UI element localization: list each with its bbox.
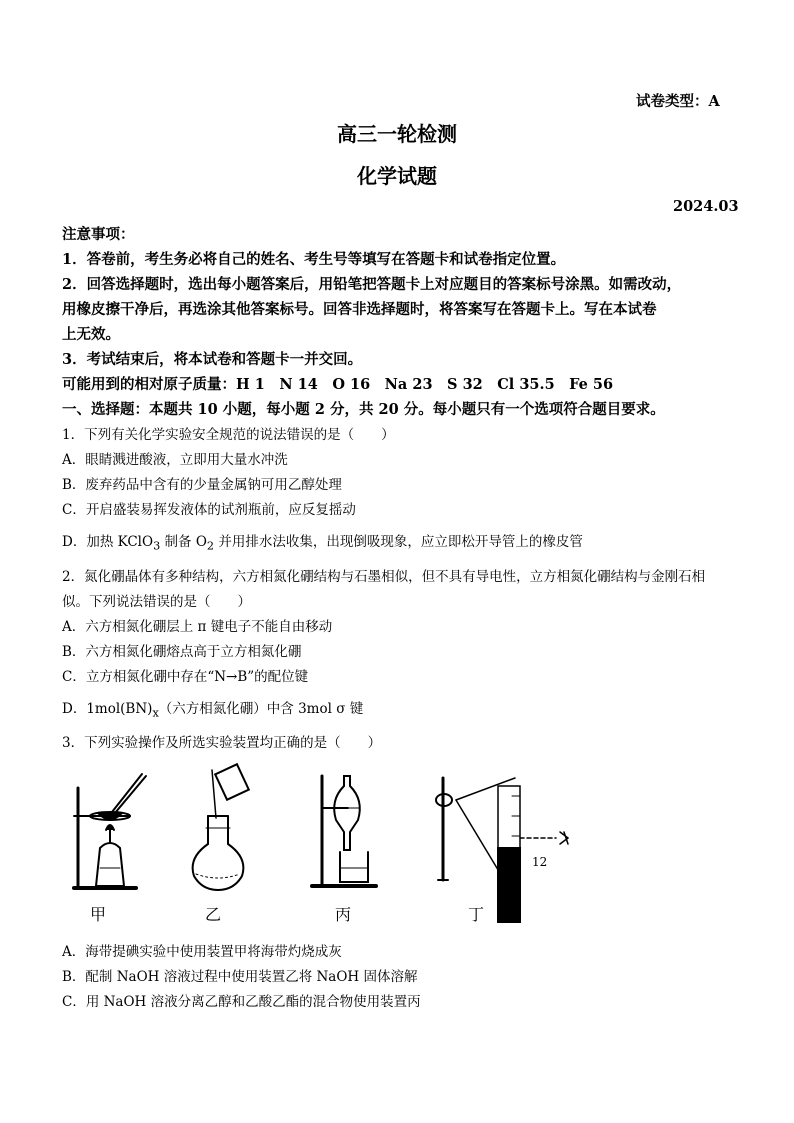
q1-option-b: B．废弃药品中含有的少量金属钠可用乙醇处理	[62, 477, 342, 493]
figure-label-bing: 丙	[335, 905, 352, 924]
apparatus-bing	[312, 776, 376, 886]
page-subtitle: 化学试题	[357, 164, 437, 188]
figure-label-ding: 丁	[468, 905, 485, 924]
q1-option-c: C．开启盛装易挥发液体的试剂瓶前，应反复摇动	[62, 502, 356, 518]
q1-option-d: D．加热 KClO$_3$ 制备 $O_2$ 并用排水法收集，出现倒吸现象，应立即松开导管上的橡皮管	[62, 534, 583, 553]
apparatus-jia	[74, 774, 146, 888]
q1-option-a: A．眼睛溅进酸液，立即用大量水冲洗	[62, 452, 288, 468]
q1-stem: 1．下列有关化学实验安全规范的说法错误的是（ ）	[62, 427, 395, 443]
figure-label-jia: 甲	[90, 905, 107, 924]
burette-reading-label: 12	[532, 855, 548, 869]
figure-label-yi: 乙	[205, 905, 222, 924]
q2-option-a: A．六方相氮化硼层上 π 键电子不能自由移动	[62, 619, 333, 635]
note-item-2-line-1: 2．回答选择题时，选出每小题答案后，用铅笔把答题卡上对应题目的答案标号涂黑。如需改动，	[62, 276, 682, 293]
atomic-mass-line: 可能用到的相对原子质量：H 1 N 14 O 16 Na 23 S 32 Cl 35.5 Fe 56	[62, 376, 614, 393]
q2-option-b: B．六方相氮化硼熔点高于立方相氮化硼	[62, 644, 302, 660]
q3-option-c: C．用 NaOH 溶液分离乙醇和乙酸乙酯的混合物使用装置丙	[62, 994, 421, 1010]
q3-option-a: A．海带提碘实验中使用装置甲将海带灼烧成灰	[62, 944, 342, 960]
note-item-2-line-2: 用橡皮擦干净后，再选涂其他答案标号。回答非选择题时，将答案写在答题卡上。写在本试卷	[62, 301, 657, 318]
notes-heading: 注意事项：	[62, 226, 135, 243]
paper-type: 试卷类型：A	[636, 93, 720, 110]
q3-option-b: B．配制 NaOH 溶液过程中使用装置乙将 NaOH 固体溶解	[62, 969, 418, 985]
q2-option-c: C．立方相氮化硼中存在“N→B”的配位键	[62, 669, 309, 685]
q2-option-d: D．$1mol(BN)_x$（六方相氮化硼）中含 3mol σ 键	[62, 701, 364, 720]
apparatus-yi	[193, 764, 249, 890]
exam-date: 2024.03	[673, 198, 739, 215]
q2-stem-line-2: 似。下列说法错误的是（ ）	[62, 594, 251, 610]
note-item-1: 1．答卷前，考生务必将自己的姓名、考生号等填写在答题卡和试卷指定位置。	[62, 251, 566, 268]
q3-stem: 3．下列实验操作及所选实验装置均正确的是（ ）	[62, 735, 382, 751]
page-title: 高三一轮检测	[337, 122, 457, 146]
apparatus-figure	[60, 758, 600, 933]
q2-stem-line-1: 2．氮化硼晶体有多种结构，六方相氮化硼结构与石墨相似，但不具有导电性，立方相氮化硼结构与金刚石相	[62, 569, 706, 585]
apparatus-ding	[436, 778, 568, 922]
note-item-3: 3．考试结束后，将本试卷和答题卡一并交回。	[62, 351, 363, 368]
note-item-2-line-3: 上无效。	[62, 326, 120, 343]
section-heading: 一、选择题：本题共 10 小题，每小题 2 分，共 20 分。每小题只有一个选项符合题目要求。	[62, 401, 665, 418]
